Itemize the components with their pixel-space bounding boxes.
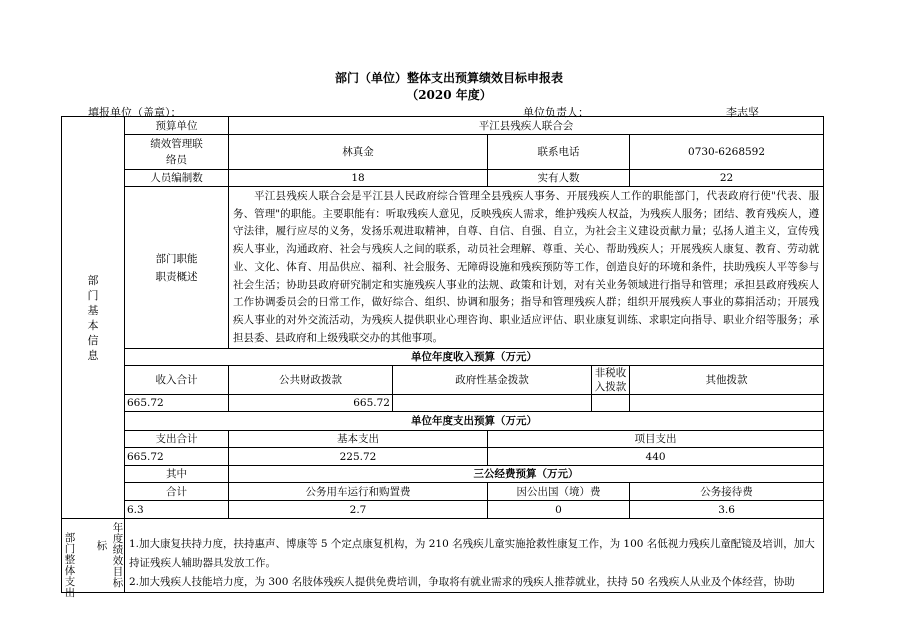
three-public-header-vehicle: 公务用车运行和购置费	[229, 483, 488, 501]
expense-value-total: 665.72	[125, 448, 229, 466]
expense-header-total: 支出合计	[125, 431, 229, 448]
three-public-header-total: 合计	[125, 483, 229, 501]
income-header-nontax: 非税收入拨款	[592, 366, 630, 395]
duty-label	[125, 187, 229, 349]
contact-label	[125, 135, 229, 170]
row-income-title	[62, 349, 824, 366]
contact-value: 林真金	[229, 135, 488, 170]
expense-header-project: 项目支出	[488, 431, 824, 448]
filling-unit-label: 填报单位（盖章）：	[88, 106, 182, 119]
income-header-fund: 政府性基金拨款	[393, 366, 592, 395]
budget-unit-label: 预算单位	[125, 117, 229, 135]
phone-value: 0730-6268592	[630, 135, 824, 170]
goals-side-label-box	[62, 519, 124, 600]
duty-description	[229, 187, 824, 349]
row-duties	[62, 187, 824, 349]
three-public-value-abroad: 0	[488, 501, 630, 519]
responsible-name: 李志坚	[726, 106, 759, 119]
income-value-other	[630, 395, 824, 412]
of-which-label: 其中	[125, 466, 229, 483]
contact-label-text: 绩效管理联络员	[150, 138, 203, 166]
goals-label-target: 标	[96, 540, 108, 553]
row-staff	[62, 170, 824, 187]
income-header-other: 其他拨款	[630, 366, 824, 395]
goal-line-2: 2.加大残疾人技能培力度，为 300 名肢体残疾人提供免费培训，争取将有就业需求的残疾人推荐就业，扶持 50 名残疾人从业及个体经营，协助	[129, 576, 795, 589]
income-value-total: 665.72	[125, 395, 229, 412]
expense-value-basic: 225.72	[229, 448, 488, 466]
row-income-values	[62, 395, 824, 412]
section-basic-info-label: 部门基本信息	[87, 273, 99, 362]
goal-line-1: 1.加大康复扶持力度，扶持惠声、博康等 5 个定点康复机构，为 210 名残疾儿童实施抢救性康复工作，为 100 名低视力残疾儿童配镜及培训，加大持证残疾人辅助器具发放工作。	[129, 538, 815, 570]
three-public-header-abroad: 因公出国（境）费	[488, 483, 630, 501]
goals-label-inner: 年度绩效目标	[112, 522, 124, 590]
income-value-public: 665.72	[229, 395, 393, 412]
form-title: 部门（单位）整体支出预算绩效目标申报表	[334, 71, 563, 85]
row-expense-headers	[62, 431, 824, 448]
budget-unit-value: 平江县残疾人联合会	[229, 117, 824, 135]
actual-staff-value: 22	[630, 170, 824, 187]
budget-form-table	[61, 116, 824, 600]
row-three-public-title	[62, 466, 824, 483]
income-value-fund	[393, 395, 592, 412]
three-public-value-reception: 3.6	[630, 501, 824, 519]
section-basic-info	[62, 117, 125, 519]
row-income-headers	[62, 366, 824, 395]
form-year: （2020 年度）	[406, 88, 492, 102]
row-budget-unit	[62, 117, 824, 135]
row-expense-title	[62, 412, 824, 431]
income-value-nontax	[592, 395, 630, 412]
row-three-public-values	[62, 501, 824, 519]
duty-label-text: 部门职能职责概述	[155, 252, 198, 283]
actual-staff-label: 实有人数	[488, 170, 630, 187]
expense-section-title: 单位年度支出预算（万元）	[125, 412, 824, 431]
three-public-value-vehicle: 2.7	[229, 501, 488, 519]
phone-label: 联系电话	[488, 135, 630, 170]
staff-label: 人员编制数	[125, 170, 229, 187]
row-contact	[62, 135, 824, 170]
three-public-section-title: 三公经费预算（万元）	[229, 466, 824, 483]
duty-description-text: 平江县残疾人联合会是平江县人民政府综合管理全县残疾人事务、开展残疾人工作的职能部门，代表政府行使"代表、服务、管理"的职能。主要职能有：听取残疾人意见，反映残疾人需求，维护残疾人权益，为残疾人服务；团结、教育残疾人，遵守法律，履行应尽的义务，发扬乐观进取精神，自尊、自信、自强、自立，为社会主义建设贡献力量；弘扬人道主义，宣传残疾人事业，沟通政府、社会与残疾人之间的联系，动员社会理解、尊重、关心、帮助残疾人；开展残疾人康复、教育、劳动就业、文化、体育、用品供应、福利、社会服务、无障碍设施和残疾预防等工作，创造良好的环境和条件，扶助残疾人平等参与社会生活；协助县政府研究制定和实施残疾人事业的法规、政策和计划，对有关业务领域进行指导和管理；承担县政府残疾人工作协调委员会的日常工作，做好综合、组织、协调和服务；指导和管理残疾人群；组织开展残疾人事业的募捐活动；开展残疾人事业的对外交流活动，为残疾人提供职业心理咨询、职业适应评估、职业康复训练、求职定向指导、职业介绍等服务；承担县委、县政府和上级残联交办的其他事项。	[233, 190, 820, 344]
row-goals	[62, 519, 824, 593]
income-header-public: 公共财政拨款	[229, 366, 393, 395]
row-three-public-headers	[62, 483, 824, 501]
expense-header-basic: 基本支出	[229, 431, 488, 448]
goals-side-label	[62, 519, 125, 600]
responsible-label: 单位负责人：	[523, 106, 589, 119]
goals-content	[125, 519, 824, 593]
goals-label-outer: 部门整体支出	[64, 532, 76, 600]
three-public-header-reception: 公务接待费	[630, 483, 824, 501]
three-public-value-total: 6.3	[125, 501, 229, 519]
income-section-title: 单位年度收入预算（万元）	[125, 349, 824, 366]
income-header-total: 收入合计	[125, 366, 229, 395]
expense-value-project: 440	[488, 448, 824, 466]
staff-value: 18	[229, 170, 488, 187]
row-expense-values	[62, 448, 824, 466]
